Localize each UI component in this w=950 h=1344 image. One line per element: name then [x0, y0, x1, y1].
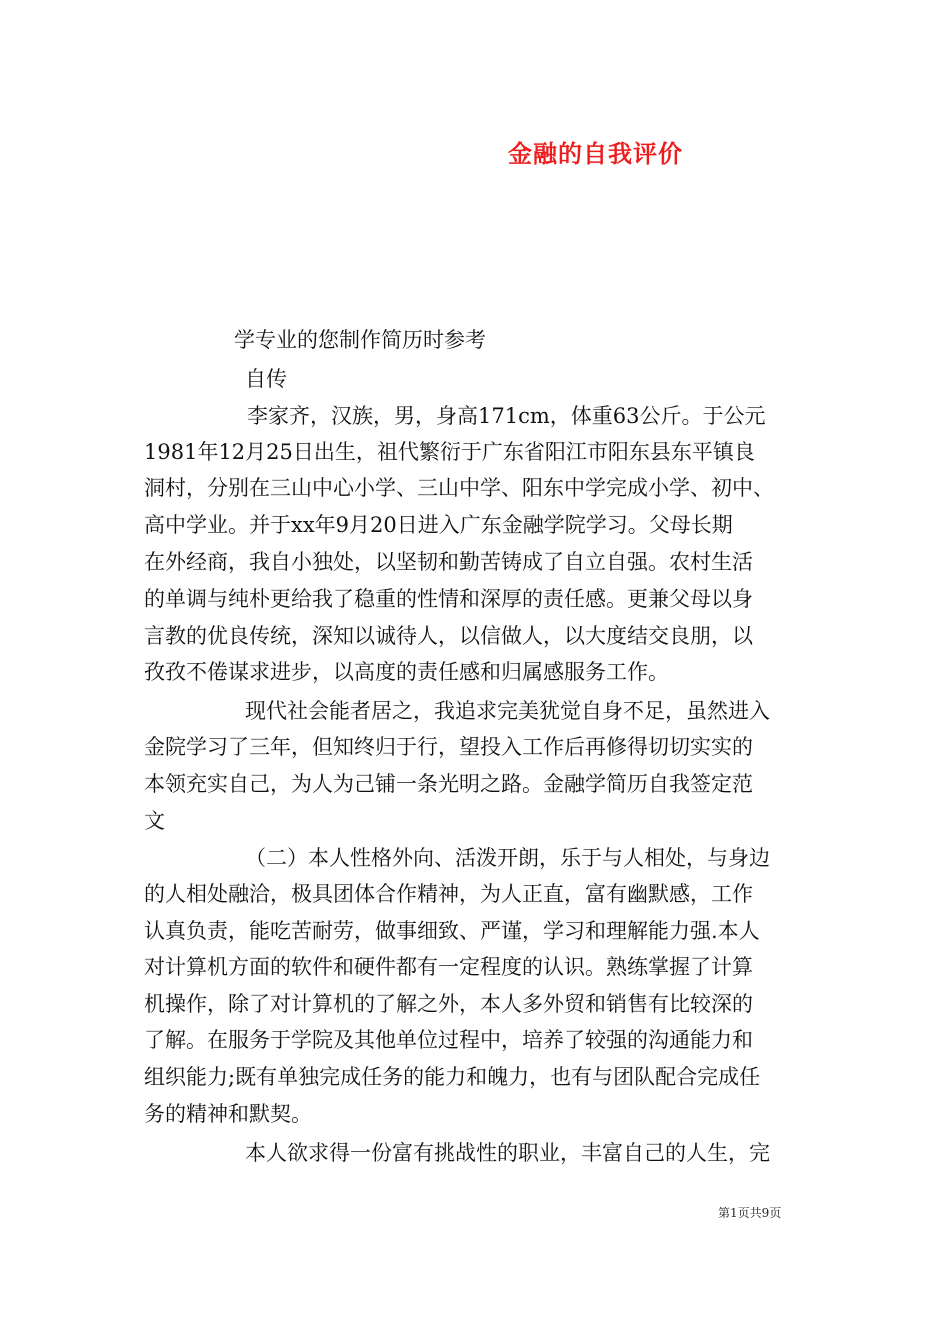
- text-line: 高中学业。并于xx年9月20日进入广东金融学院学习。父母长期: [144, 513, 733, 537]
- text-line: 学专业的您制作简历时参考: [234, 328, 486, 352]
- text-line: 对计算机方面的软件和硬件都有一定程度的认识。熟练掌握了计算: [144, 955, 753, 979]
- page-number: 第1页共9页: [718, 1206, 782, 1220]
- text-line: 1981年12月25日出生，祖代繁衍于广东省阳江市阳东县东平镇良: [144, 440, 755, 464]
- text-line: 现代社会能者居之，我追求完美犹觉自身不足，虽然进入: [245, 699, 770, 723]
- text-line: 在外经商，我自小独处，以坚韧和勤苦铸成了自立自强。农村生活: [144, 550, 753, 574]
- text-line: 金院学习了三年，但知终归于行，望投入工作后再修得切切实实的: [144, 735, 753, 759]
- text-line: （二）本人性格外向、活泼开朗，乐于与人相处，与身边: [245, 846, 770, 870]
- text-line: 机操作，除了对计算机的了解之外，本人多外贸和销售有比较深的: [144, 992, 753, 1016]
- text-line: 自传: [245, 367, 287, 391]
- text-line: 认真负责，能吃苦耐劳，做事细致、严谨，学习和理解能力强.本人: [144, 919, 760, 943]
- text-line: 言教的优良传统，深知以诚待人，以信做人，以大度结交良朋，以: [144, 624, 753, 648]
- text-line: 的人相处融洽，极具团体合作精神，为人正直，富有幽默感，工作: [144, 882, 753, 906]
- text-line: 务的精神和默契。: [144, 1102, 312, 1126]
- text-line: 本领充实自己，为人为己铺一条光明之路。金融学简历自我签定范: [144, 772, 753, 796]
- text-line: 组织能力;既有单独完成任务的能力和魄力，也有与团队配合完成任: [144, 1065, 761, 1089]
- document-title: 金融的自我评价: [508, 139, 683, 168]
- text-line: 了解。在服务于学院及其他单位过程中，培养了较强的沟通能力和: [144, 1028, 753, 1052]
- text-line: 本人欲求得一份富有挑战性的职业，丰富自己的人生，完: [245, 1141, 770, 1165]
- text-line: 孜孜不倦谋求进步，以高度的责任感和归属感服务工作。: [144, 660, 669, 684]
- text-line: 洞村，分别在三山中心小学、三山中学、阳东中学完成小学、初中、: [144, 476, 774, 500]
- text-line: 李家齐，汉族，男，身高171cm，体重63公斤。于公元: [247, 404, 766, 428]
- text-line: 文: [144, 809, 165, 833]
- text-line: 的单调与纯朴更给我了稳重的性情和深厚的责任感。更兼父母以身: [144, 587, 753, 611]
